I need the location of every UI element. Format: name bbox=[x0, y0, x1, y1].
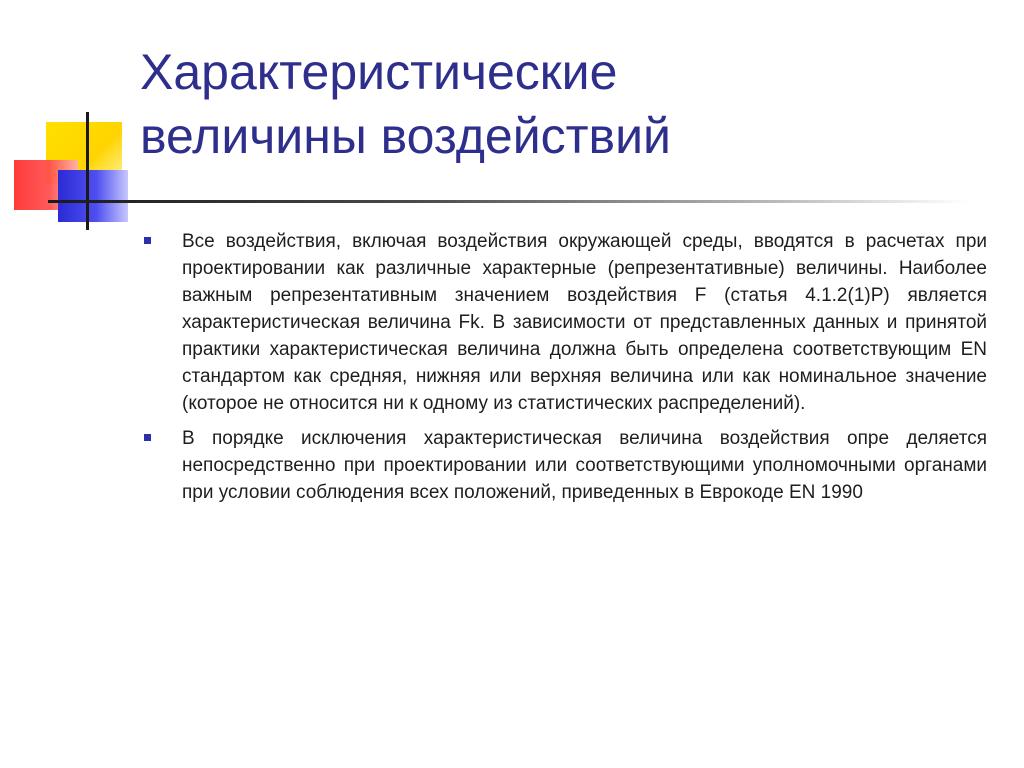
slide-title-line-1: Характеристические bbox=[140, 44, 618, 100]
bullet-text: Все воздействия, включая воздействия окружающей среды, вводятся в расчетах при проектировании как различные характерные (репрезентативные) величины. Наиболее важным репрезентативным значением воздействия F (статья 4.1.2(1)P) является характеристическая величина Fk. В зависимости от представленных данных и принятой практики характеристическая величина должна быть определена соответствующим EN стандартом как средняя, нижняя или верхняя величина или как номинальное значение (которое не относится ни к одному из статистических распределений). bbox=[182, 231, 987, 414]
slide-title-line-2: величины воздействий bbox=[140, 108, 671, 164]
title-underline-rule bbox=[48, 200, 968, 203]
blue-square-decoration bbox=[58, 170, 128, 222]
slide-body bbox=[142, 228, 987, 514]
bullet-text: В порядке исключения характеристическая величина воздействия опре деляется непосредственно при проектировании или соответствующими уполномочными органами при условии соблюдения всех положений, приведенных в Еврокоде EN 1990 bbox=[182, 428, 987, 503]
bullet-item bbox=[142, 425, 987, 506]
vertical-rule-decoration bbox=[86, 112, 89, 230]
slide-title bbox=[140, 40, 1000, 168]
square-bullet-icon bbox=[144, 237, 151, 244]
square-bullet-icon bbox=[144, 434, 151, 441]
bullet-item bbox=[142, 228, 987, 417]
